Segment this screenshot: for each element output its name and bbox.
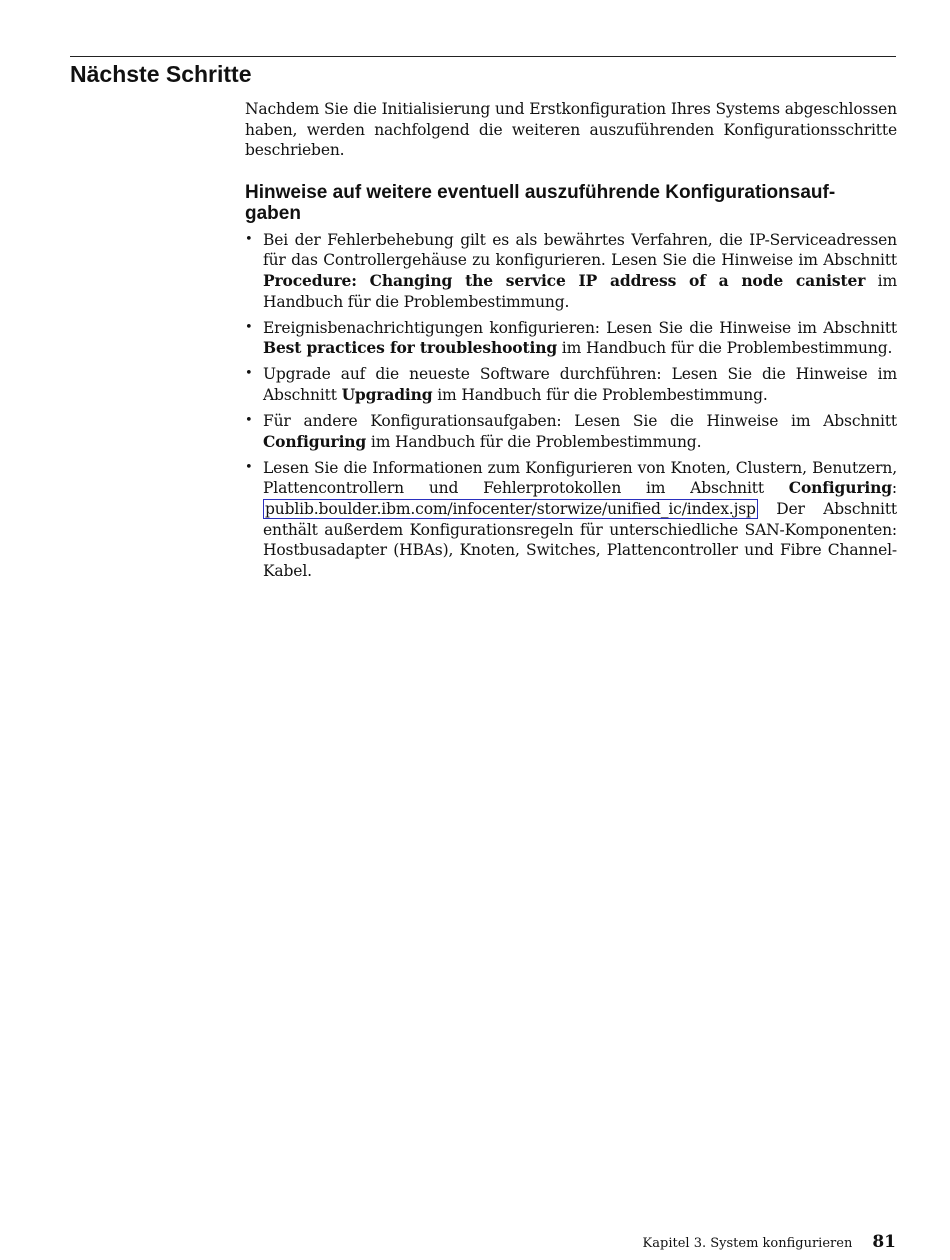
list-item-text: Für andere Konfigurationsaufgaben: Lesen Sie die Hinweise im Abschnitt	[263, 412, 897, 431]
footer-chapter-title: Kapitel 3. System konfigurieren	[642, 1236, 853, 1251]
hint-list	[245, 230, 897, 582]
list-item-bold-reference: Best practices for troubleshooting	[263, 338, 558, 358]
list-item-service-ip	[245, 230, 897, 312]
list-item-text: im Handbuch für die Problembestimmung.	[557, 339, 893, 358]
content-column	[245, 99, 897, 587]
list-item-event-notifications	[245, 318, 897, 359]
bullet-icon: •	[245, 319, 253, 335]
list-item-colon: :	[891, 479, 897, 498]
list-item-bold-reference: Configuring	[263, 431, 367, 451]
subsection-title-part2: gaben	[245, 202, 301, 224]
list-item-text: im Handbuch für die Problembestimmung.	[366, 432, 702, 451]
section-title: Nächste Schritte	[70, 61, 252, 87]
infocenter-link[interactable]: publib.boulder.ibm.com/infocenter/storwize/unified_ic/index.jsp	[265, 499, 756, 518]
list-item-text: Der Abschnitt enthält außerdem Konfigurationsregeln für unterschiedliche SAN-Komponenten: Hostbusadapter (HBAs), Knoten, Switches, Plattencontroller und Fibre Channel-Kabel.	[263, 499, 897, 580]
top-divider	[70, 56, 896, 57]
list-item-bold-reference: Upgrading	[341, 384, 433, 404]
bullet-icon: •	[245, 459, 253, 475]
list-item-text: Upgrade auf die neueste Software durchführen: Lesen Sie die Hinweise im Abschnitt	[263, 365, 897, 404]
list-item-bold-reference: Configuring	[788, 478, 892, 498]
list-item-text: im Handbuch für die Problembestimmung.	[432, 385, 768, 404]
bullet-icon: •	[245, 366, 253, 382]
intro-paragraph: Nachdem Sie die Initialisierung und Erstkonfiguration Ihres Systems abgeschlossen haben, werden nachfolgend die weiteren auszuführenden Konfigurationsschritte beschrieben.	[245, 100, 897, 160]
list-item-upgrade	[245, 364, 897, 405]
bullet-icon: •	[245, 231, 253, 247]
list-item-bold-reference: Procedure: Changing the service IP address of a node canister	[263, 270, 866, 290]
list-item-configuring-info	[245, 458, 897, 582]
list-item-text: Lesen Sie die Informationen zum Konfigurieren von Knoten, Clustern, Benutzern, Plattencontrollern und Fehlerprotokollen im Abschnitt	[263, 458, 897, 498]
subsection-title	[245, 182, 897, 224]
list-item-other-tasks	[245, 411, 897, 452]
list-item-text: Bei der Fehlerbehebung gilt es als bewährtes Verfahren, die IP-Serviceadressen für das Controllergehäuse zu konfigurieren. Lesen Sie die Hinweise im Abschnitt	[263, 230, 897, 270]
page-footer	[643, 1232, 896, 1254]
list-item-text: im Handbuch für die Problembestimmung.	[263, 271, 897, 311]
subsection-title-part1: Hinweise auf weitere eventuell auszuführende Konfigurationsauf-	[245, 181, 836, 203]
bullet-icon: •	[245, 413, 253, 429]
page-number: 81	[872, 1232, 896, 1252]
list-item-text: Ereignisbenachrichtigungen konfigurieren: Lesen Sie die Hinweise im Abschnitt	[263, 318, 897, 337]
